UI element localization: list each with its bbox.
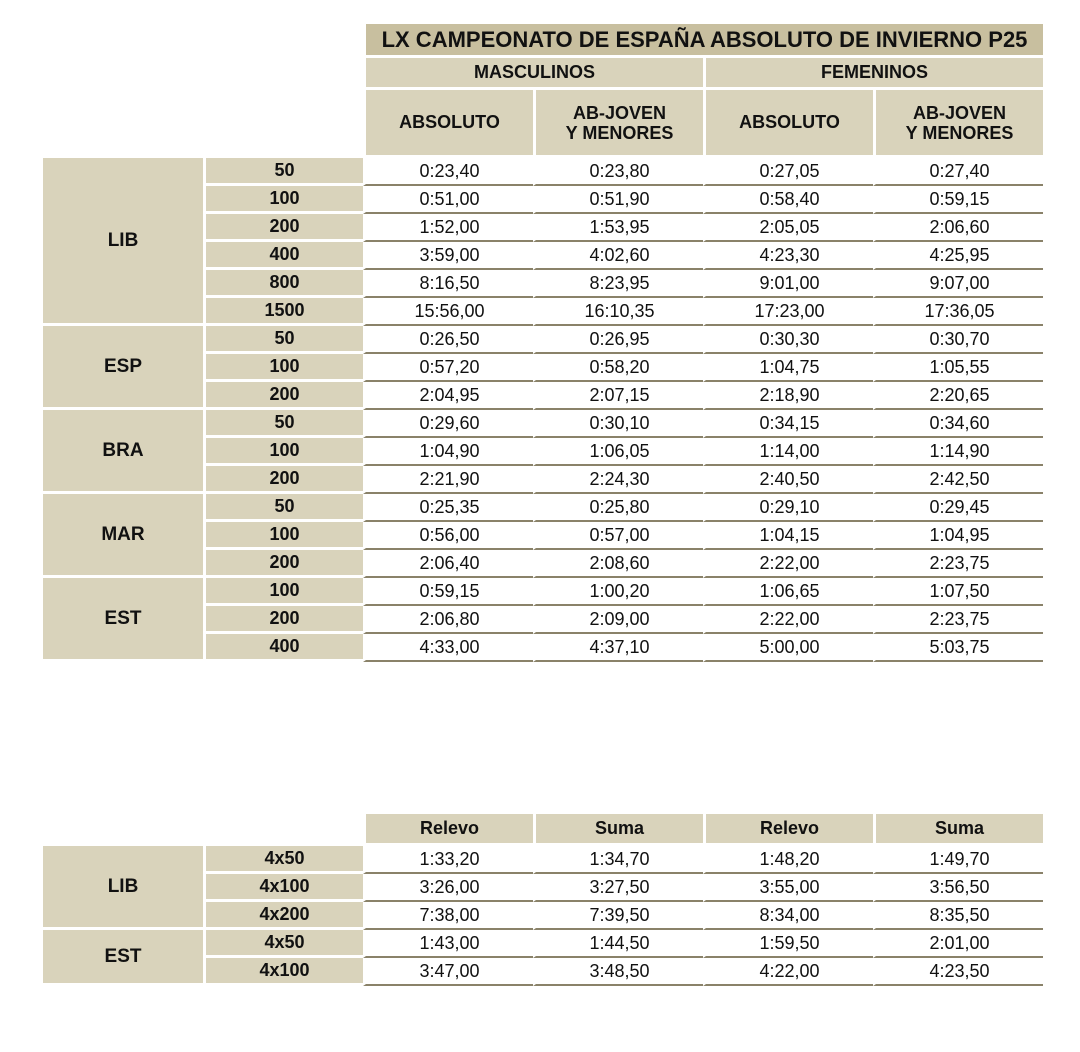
relay-body xyxy=(43,846,1043,986)
time-cell-f-rel: 1:48,20 xyxy=(703,846,873,874)
time-cell-f-abs: 2:40,50 xyxy=(703,466,873,494)
time-cell-m-abs: 2:21,90 xyxy=(363,466,533,494)
stroke-label: LIB xyxy=(43,158,203,326)
time-row xyxy=(43,494,1043,522)
time-cell-m-abs: 0:56,00 xyxy=(363,522,533,550)
time-cell-m-jov: 4:02,60 xyxy=(533,242,703,270)
distance-label: 50 xyxy=(203,326,363,354)
time-cell-m-jov: 0:57,00 xyxy=(533,522,703,550)
time-cell-f-abs: 5:00,00 xyxy=(703,634,873,662)
time-cell-m-abs: 0:29,60 xyxy=(363,410,533,438)
time-cell-m-jov: 2:09,00 xyxy=(533,606,703,634)
distance-label: 4x100 xyxy=(203,874,363,902)
time-cell-m-abs: 3:59,00 xyxy=(363,242,533,270)
time-cell-m-rel: 1:33,20 xyxy=(363,846,533,874)
time-cell-m-sum: 3:27,50 xyxy=(533,874,703,902)
group-header-femeninos: FEMENINOS xyxy=(703,58,1043,90)
col-header-f-abjoven xyxy=(873,90,1043,158)
time-cell-m-jov: 1:53,95 xyxy=(533,214,703,242)
time-cell-m-rel: 3:26,00 xyxy=(363,874,533,902)
col-header-m-abjoven xyxy=(533,90,703,158)
relay-header-f-suma: Suma xyxy=(873,814,1043,846)
time-cell-m-jov: 4:37,10 xyxy=(533,634,703,662)
time-cell-m-abs: 0:51,00 xyxy=(363,186,533,214)
time-cell-f-jov: 5:03,75 xyxy=(873,634,1043,662)
distance-label: 1500 xyxy=(203,298,363,326)
time-cell-m-jov: 2:08,60 xyxy=(533,550,703,578)
time-cell-m-abs: 2:06,80 xyxy=(363,606,533,634)
distance-label: 50 xyxy=(203,158,363,186)
distance-label: 200 xyxy=(203,466,363,494)
time-cell-f-abs: 1:14,00 xyxy=(703,438,873,466)
time-cell-f-rel: 1:59,50 xyxy=(703,930,873,958)
time-cell-f-abs: 17:23,00 xyxy=(703,298,873,326)
time-cell-f-abs: 1:04,75 xyxy=(703,354,873,382)
distance-label: 4x100 xyxy=(203,958,363,986)
distance-label: 200 xyxy=(203,382,363,410)
distance-label: 200 xyxy=(203,550,363,578)
time-cell-m-abs: 2:04,95 xyxy=(363,382,533,410)
distance-label: 200 xyxy=(203,606,363,634)
time-cell-m-jov: 8:23,95 xyxy=(533,270,703,298)
time-cell-m-abs: 15:56,00 xyxy=(363,298,533,326)
time-cell-f-sum: 2:01,00 xyxy=(873,930,1043,958)
col-header-f-absoluto: ABSOLUTO xyxy=(703,90,873,158)
time-row xyxy=(43,578,1043,606)
time-cell-f-abs: 0:27,05 xyxy=(703,158,873,186)
stroke-label: EST xyxy=(43,578,203,662)
relay-row xyxy=(43,846,1043,874)
distance-label: 200 xyxy=(203,214,363,242)
time-cell-m-jov: 0:26,95 xyxy=(533,326,703,354)
time-cell-m-jov: 0:58,20 xyxy=(533,354,703,382)
time-cell-f-abs: 4:23,30 xyxy=(703,242,873,270)
distance-label: 400 xyxy=(203,242,363,270)
time-cell-f-jov: 1:05,55 xyxy=(873,354,1043,382)
time-cell-m-abs: 0:57,20 xyxy=(363,354,533,382)
time-cell-f-abs: 2:05,05 xyxy=(703,214,873,242)
corner-blank xyxy=(43,24,363,58)
time-cell-m-abs: 1:04,90 xyxy=(363,438,533,466)
time-cell-f-rel: 8:34,00 xyxy=(703,902,873,930)
time-cell-f-sum: 1:49,70 xyxy=(873,846,1043,874)
time-cell-m-jov: 1:06,05 xyxy=(533,438,703,466)
time-cell-m-rel: 1:43,00 xyxy=(363,930,533,958)
time-cell-m-sum: 7:39,50 xyxy=(533,902,703,930)
col-header-line1: AB-JOVEN xyxy=(912,102,1006,123)
col-header-line1: AB-JOVEN xyxy=(572,102,666,123)
time-cell-m-abs: 0:23,40 xyxy=(363,158,533,186)
time-cell-f-jov: 0:27,40 xyxy=(873,158,1043,186)
time-cell-f-jov: 0:30,70 xyxy=(873,326,1043,354)
time-row xyxy=(43,410,1043,438)
time-cell-f-abs: 0:30,30 xyxy=(703,326,873,354)
time-cell-f-jov: 1:04,95 xyxy=(873,522,1043,550)
time-cell-m-jov: 16:10,35 xyxy=(533,298,703,326)
time-cell-m-abs: 2:06,40 xyxy=(363,550,533,578)
time-cell-f-sum: 4:23,50 xyxy=(873,958,1043,986)
time-cell-f-jov: 17:36,05 xyxy=(873,298,1043,326)
time-row xyxy=(43,326,1043,354)
time-cell-f-jov: 2:42,50 xyxy=(873,466,1043,494)
times-table xyxy=(43,24,1043,662)
time-cell-m-abs: 0:59,15 xyxy=(363,578,533,606)
time-cell-m-sum: 1:34,70 xyxy=(533,846,703,874)
time-cell-f-jov: 2:23,75 xyxy=(873,550,1043,578)
time-cell-f-abs: 0:34,15 xyxy=(703,410,873,438)
time-cell-m-sum: 3:48,50 xyxy=(533,958,703,986)
time-cell-f-jov: 1:07,50 xyxy=(873,578,1043,606)
relay-header-m-suma: Suma xyxy=(533,814,703,846)
distance-label: 100 xyxy=(203,354,363,382)
time-cell-f-rel: 3:55,00 xyxy=(703,874,873,902)
time-cell-f-abs: 0:58,40 xyxy=(703,186,873,214)
time-cell-f-abs: 0:29,10 xyxy=(703,494,873,522)
relay-corner-blank xyxy=(43,814,363,846)
time-cell-f-jov: 4:25,95 xyxy=(873,242,1043,270)
distance-label: 4x200 xyxy=(203,902,363,930)
table-title: LX CAMPEONATO DE ESPAÑA ABSOLUTO DE INVIERNO P25 xyxy=(363,24,1043,58)
time-cell-f-sum: 8:35,50 xyxy=(873,902,1043,930)
time-cell-m-rel: 7:38,00 xyxy=(363,902,533,930)
stroke-label: EST xyxy=(43,930,203,986)
distance-label: 400 xyxy=(203,634,363,662)
distance-label: 50 xyxy=(203,410,363,438)
time-cell-m-jov: 0:25,80 xyxy=(533,494,703,522)
time-cell-m-jov: 2:07,15 xyxy=(533,382,703,410)
relay-header-f-relevo: Relevo xyxy=(703,814,873,846)
stroke-label: MAR xyxy=(43,494,203,578)
time-cell-f-abs: 2:18,90 xyxy=(703,382,873,410)
time-cell-f-abs: 2:22,00 xyxy=(703,606,873,634)
time-cell-m-abs: 0:25,35 xyxy=(363,494,533,522)
corner-blank-3 xyxy=(43,90,363,158)
time-cell-m-jov: 1:00,20 xyxy=(533,578,703,606)
time-cell-f-abs: 1:06,65 xyxy=(703,578,873,606)
distance-label: 4x50 xyxy=(203,846,363,874)
time-cell-m-rel: 3:47,00 xyxy=(363,958,533,986)
stroke-label: LIB xyxy=(43,846,203,930)
time-cell-f-abs: 2:22,00 xyxy=(703,550,873,578)
corner-blank-2 xyxy=(43,58,363,90)
time-cell-m-jov: 0:30,10 xyxy=(533,410,703,438)
time-cell-f-jov: 2:20,65 xyxy=(873,382,1043,410)
time-cell-f-rel: 4:22,00 xyxy=(703,958,873,986)
time-row xyxy=(43,158,1043,186)
time-cell-m-sum: 1:44,50 xyxy=(533,930,703,958)
distance-label: 800 xyxy=(203,270,363,298)
time-cell-m-abs: 0:26,50 xyxy=(363,326,533,354)
time-cell-f-jov: 9:07,00 xyxy=(873,270,1043,298)
time-cell-f-jov: 1:14,90 xyxy=(873,438,1043,466)
distance-label: 100 xyxy=(203,522,363,550)
time-cell-m-jov: 0:51,90 xyxy=(533,186,703,214)
time-cell-m-abs: 1:52,00 xyxy=(363,214,533,242)
relay-table xyxy=(43,814,1043,986)
time-cell-f-jov: 0:34,60 xyxy=(873,410,1043,438)
time-cell-m-abs: 8:16,50 xyxy=(363,270,533,298)
group-header-masculinos: MASCULINOS xyxy=(363,58,703,90)
time-cell-m-jov: 0:23,80 xyxy=(533,158,703,186)
time-cell-f-jov: 0:29,45 xyxy=(873,494,1043,522)
distance-label: 100 xyxy=(203,438,363,466)
col-header-m-absoluto: ABSOLUTO xyxy=(363,90,533,158)
col-header-line2: Y MENORES xyxy=(905,122,1014,143)
distance-label: 100 xyxy=(203,186,363,214)
distance-label: 100 xyxy=(203,578,363,606)
relay-row xyxy=(43,930,1043,958)
individual-body xyxy=(43,158,1043,662)
time-cell-f-abs: 1:04,15 xyxy=(703,522,873,550)
distance-label: 50 xyxy=(203,494,363,522)
time-cell-f-jov: 0:59,15 xyxy=(873,186,1043,214)
col-header-line2: Y MENORES xyxy=(565,122,674,143)
stroke-label: BRA xyxy=(43,410,203,494)
time-cell-m-abs: 4:33,00 xyxy=(363,634,533,662)
time-cell-f-sum: 3:56,50 xyxy=(873,874,1043,902)
time-cell-f-jov: 2:23,75 xyxy=(873,606,1043,634)
time-cell-f-jov: 2:06,60 xyxy=(873,214,1043,242)
time-cell-m-jov: 2:24,30 xyxy=(533,466,703,494)
distance-label: 4x50 xyxy=(203,930,363,958)
relay-header-m-relevo: Relevo xyxy=(363,814,533,846)
time-cell-f-abs: 9:01,00 xyxy=(703,270,873,298)
stroke-label: ESP xyxy=(43,326,203,410)
